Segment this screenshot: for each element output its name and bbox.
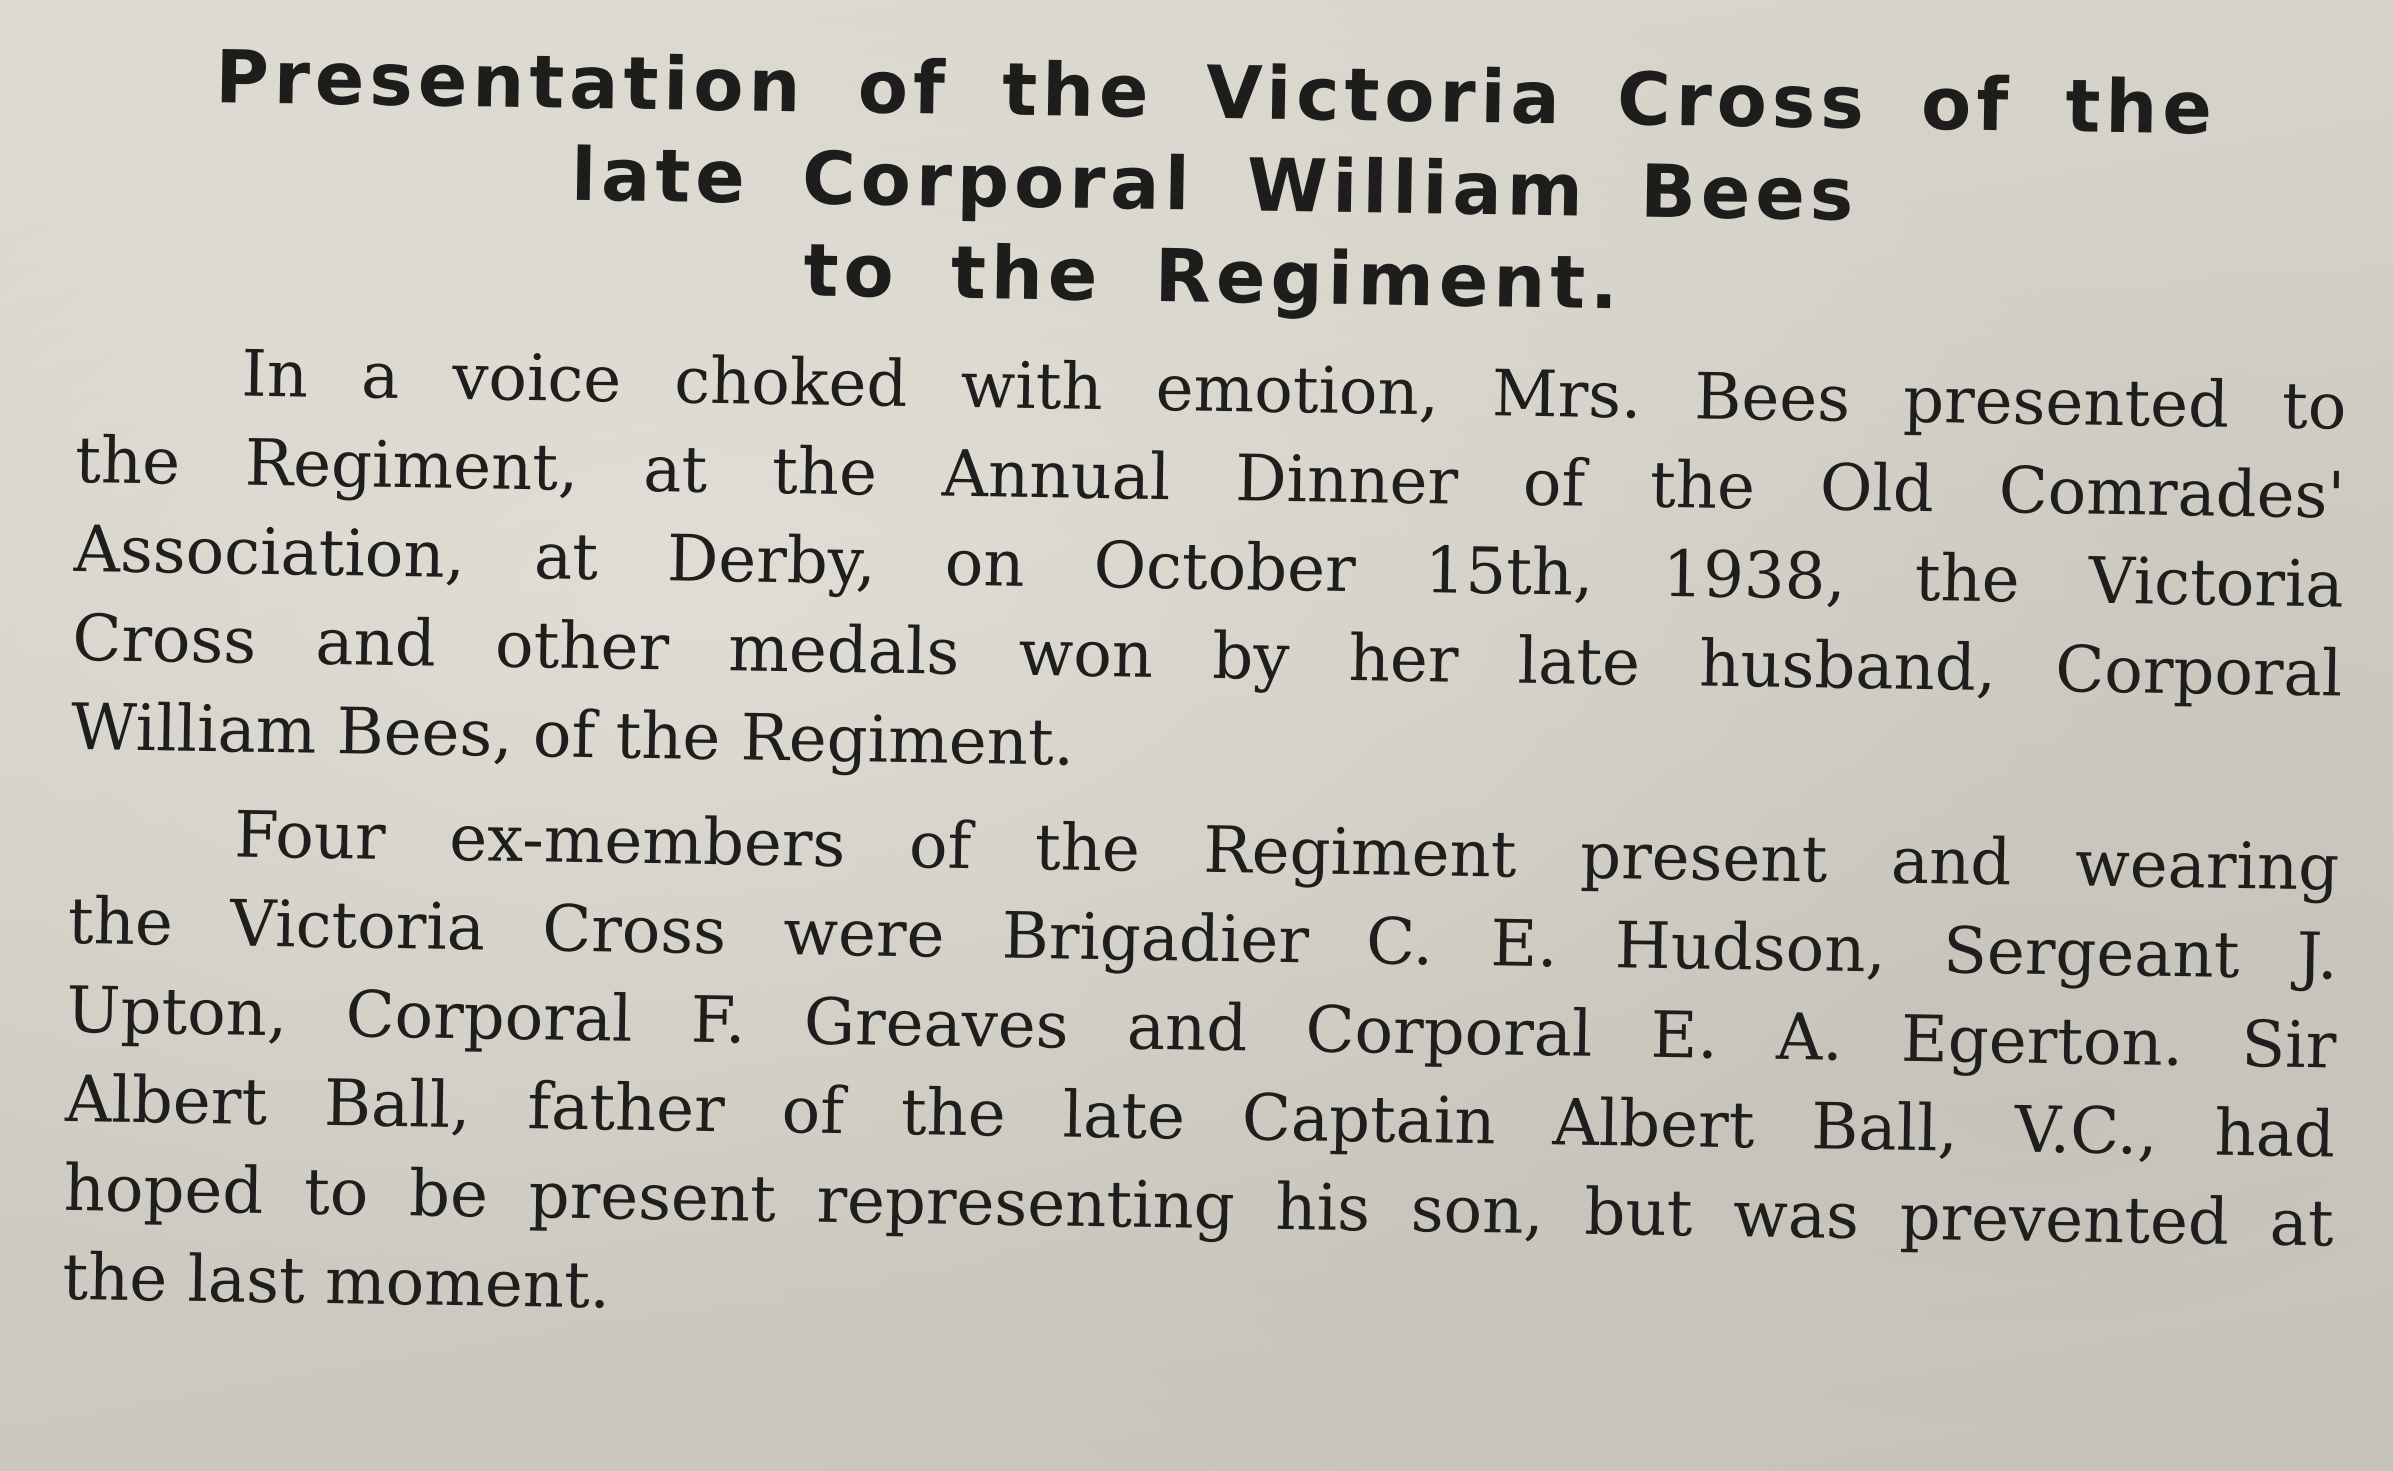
paragraph-line: Albert Ball, father of the late Captain Albert Ball, V.C., had [64, 1062, 2336, 1173]
paragraph-line: the Victoria Cross were Brigadier C. E. Hudson, Sergeant J. [67, 884, 2339, 995]
heading-line: Presentation of the Victoria Cross of the [214, 35, 2218, 152]
paragraph-line: hoped to be present representing his son, but was prevented at [63, 1151, 2335, 1262]
paragraph-line: Four ex-members of the Regiment present and wearing [233, 798, 2340, 906]
paragraph-line: Upton, Corporal F. Greaves and Corporal E. A. Egerton. Sir [66, 973, 2337, 1084]
paragraph-line: In a voice choked with emotion, Mrs. Bees presented to [241, 337, 2347, 445]
paragraph-line: the last moment. [61, 1240, 611, 1324]
paragraph-line: the Regiment, at the Annual Dinner of the Old Comrades' [74, 423, 2346, 534]
article [62, 30, 2352, 1358]
paragraph-attendees [62, 789, 2340, 1359]
heading-line: late Corporal William Bees [570, 132, 1859, 238]
paragraph-line: William Bees, of the Regiment. [70, 690, 1075, 781]
paragraph-line: Association, at Derby, on October 15th, 1938, the Victoria [73, 512, 2345, 623]
article-heading [78, 30, 2352, 342]
heading-line: to the Regiment. [802, 228, 1624, 327]
paragraph-line: Cross and other medals won by her late husband, Corporal [71, 601, 2343, 712]
paragraph-presentation [70, 328, 2347, 809]
